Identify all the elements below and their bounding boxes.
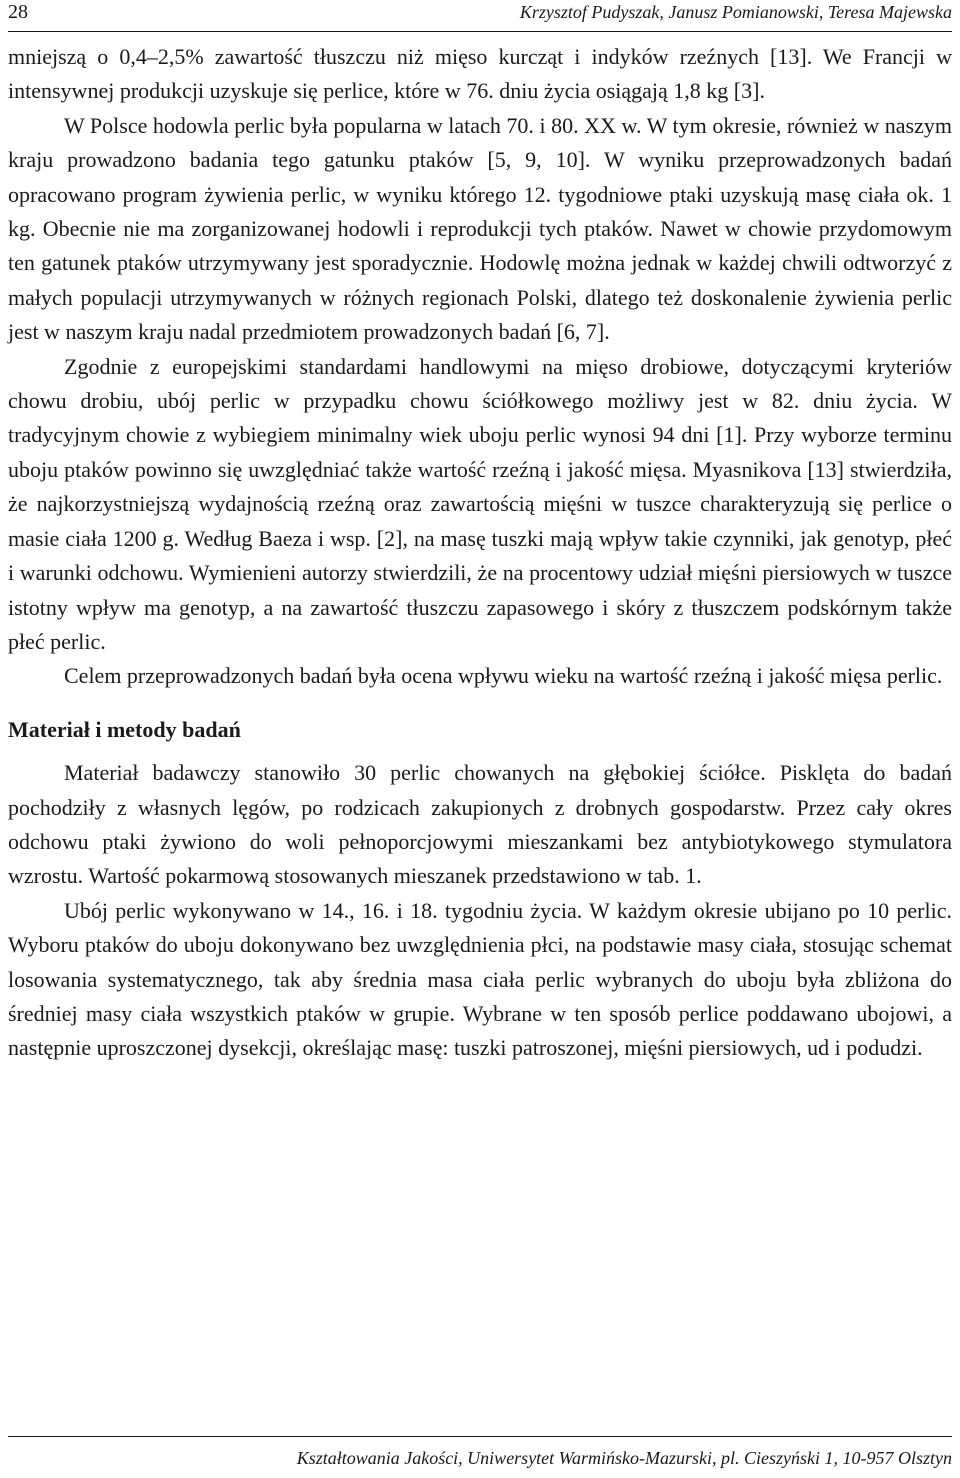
header-rule [8, 31, 952, 32]
section-heading-materials-methods: Materiał i metody badań [8, 716, 241, 742]
paragraph-slaughter-procedure: Ubój perlic wykonywano w 14., 16. i 18. tygodniu życia. W każdym okresie ubijano po 10 perlic. Wyboru ptaków do uboju dokonywano bez uwzględnienia płci, na podstawie masy ciała, stosując schemat losowania systematycznego, tak aby średnia masa ciała perlic wybranych do uboju była zbliżona do średniej masy ciała wszystkich ptaków w grupie. Wybrane w ten sposób perlice poddawano ubojowi, a następnie uproszczonej dysekcji, określając masę: tuszki patroszonej, mięśni piersiowych, ud i podudzi. [8, 897, 952, 1061]
paragraph-study-aim: Celem przeprowadzonych badań była ocena wpływu wieku na wartość rzeźną i jakość mięsa perlic. [64, 663, 943, 689]
page-header [8, 0, 952, 30]
article-body [8, 40, 952, 1066]
paragraph-materials: Materiał badawczy stanowiło 30 perlic chowanych na głębokiej ściółce. Pisklęta do badań pochodziły z własnych lęgów, po rodzicach zakupionych z drobnych gospodarstw. Przez cały okres odchowu ptaki żywiono do woli pełnoporcjowymi mieszankami bez antybiotykowego stymulatora wzrostu. Wartość pokarmową stosowanych mieszanek przedstawiono w tab. 1. [8, 760, 952, 889]
running-head-authors: Krzysztof Pudyszak, Janusz Pomianowski, Teresa Majewska [519, 2, 952, 22]
footnote-affiliation: Kształtowania Jakości, Uniwersytet Warmińsko-Mazurski, pl. Cieszyński 1, 10-957 Olsztyn [296, 1448, 952, 1468]
page-number: 28 [8, 1, 28, 23]
paragraph-slaughter-standards: Zgodnie z europejskimi standardami handlowymi na mięso drobiowe, dotyczącymi kryteriów chowu drobiu, ubój perlic w przypadku chowu ściółkowego możliwy jest w 82. dniu życia. W tradycyjnym chowie z wybiegiem minimalny wiek uboju perlic wynosi 94 dni [1]. Przy wyborze terminu uboju ptaków powinno się uwzględniać także wartość rzeźną i jakość mięsa. Myasnikova [13] stwierdziła, że najkorzystniejszą wydajnością rzeźną oraz zawartością mięśni w tuszce charakteryzują się perlice o masie ciała 1200 g. Według Baeza i wsp. [2], na masę tuszki mają wpływ takie czynniki, jak genotyp, płeć i warunki odchowu. Wymienieni autorzy stwierdzili, że na procentowy udział mięśni piersiowych w tuszce istotny wpływ ma genotyp, a na zawartość tłuszczu zapasowego i skóry z tłuszczem podskórnym także płeć perlic. [8, 353, 952, 654]
paragraph-polish-history: W Polsce hodowla perlic była popularna w latach 70. i 80. XX w. W tym okresie, również w naszym kraju prowadzono badania tego gatunku ptaków [5, 9, 10]. W wyniku przeprowadzonych badań opracowano program żywienia perlic, w wyniku którego 12. tygodniowe ptaki uzyskują masę ciała ok. 1 kg. Obecnie nie ma zorganizowanej hodowli i reprodukcji tych ptaków. Nawet w chowie przydomowym ten gatunek ptaków utrzymywany jest sporadycznie. Hodowlę można jednak w każdej chwili odtworzyć z małych populacji utrzymywanych w różnych regionach Polski, dlatego też doskonalenie żywienia perlic jest w naszym kraju nadal przedmiotem prowadzonych badań [6, 7]. [8, 112, 952, 345]
footer-rule [8, 1436, 952, 1437]
paragraph-continued: mniejszą o 0,4–2,5% zawartość tłuszczu niż mięso kurcząt i indyków rzeźnych [13]. We Francji w intensywnej produkcji uzyskuje się perlice, które w 76. dniu życia osiągają 1,8 kg [3]. [8, 44, 952, 104]
